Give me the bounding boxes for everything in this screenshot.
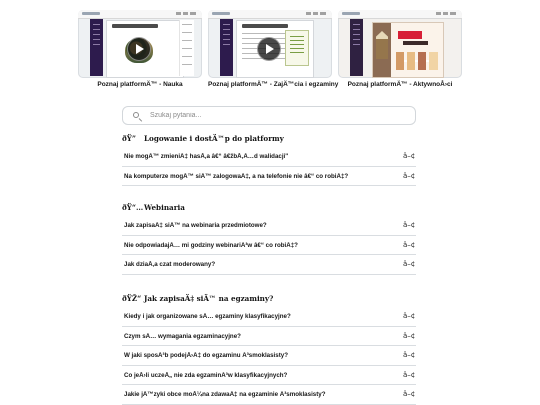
thumbnail-logo [342, 12, 360, 15]
faq-question-row[interactable] [122, 385, 416, 405]
video-card-learning[interactable] [78, 10, 202, 94]
faq-section-title: Logowanie i dostÄ™p do platformy [144, 133, 284, 143]
expand-question-icon[interactable]: â–¢ [403, 240, 416, 249]
thumbnail-poster-title-shape [398, 31, 432, 39]
expand-question-icon[interactable]: â–¢ [403, 171, 416, 180]
faq-question-text[interactable]: Co jeÅ›li uczeÅ„ nie zda egzaminÃ³w klasyfikacyjnych? [124, 371, 288, 379]
thumbnail-sidebar [220, 19, 233, 76]
expand-question-icon[interactable]: â–¢ [403, 152, 416, 160]
faq-section-webinars [122, 198, 416, 282]
faq-question-text[interactable]: Jak zapisaÄ‡ siÄ™ na webinaria przedmiotowe? [124, 222, 267, 229]
faq-question-row[interactable] [122, 327, 416, 347]
platform-video-cards [78, 10, 462, 94]
faq-section-heading [122, 198, 416, 216]
graduation-cap-icon: ðŸŽ“ [122, 293, 142, 303]
faq-question-text[interactable]: Jak dziaÅ‚a czat moderowany? [124, 261, 216, 268]
thumbnail-menu-tabs [436, 12, 456, 15]
faq-section-exams [122, 289, 416, 405]
thumbnail-logo [212, 12, 230, 15]
video-card-classes-exams[interactable] [208, 10, 339, 94]
expand-question-icon[interactable]: â–¢ [403, 221, 416, 229]
faq-question-row[interactable] [122, 216, 416, 236]
thumbnail-menu-tabs [176, 12, 196, 15]
thumbnail-image-grid [396, 52, 438, 70]
faq-question-row[interactable] [122, 255, 416, 275]
search-icon [133, 112, 139, 118]
faq-question-text[interactable]: W jaki sposÃ³b podejÅ›Ä‡ do egzaminu Ã³smoklasisty? [124, 352, 288, 359]
video-card-title[interactable]: Poznaj platformÄ™ - AktywnoÅ›ci [347, 81, 453, 88]
faq-section-title: Jak zapisaÄ‡ siÄ™ na egzaminy? [144, 293, 274, 303]
video-card-title[interactable]: Poznaj platformÄ™ - ZajÄ™cia i egzaminy [208, 81, 339, 88]
faq-question-text[interactable]: Jakie jÄ™zyki obce moÅ¼na zdawaÄ‡ na egzaminie Ã³smoklasisty? [124, 391, 326, 398]
video-card-title[interactable]: Poznaj platformÄ™ - Nauka [97, 81, 183, 88]
thumbnail-right-panel [179, 20, 194, 76]
video-thumbnail-classes-exams[interactable] [208, 10, 332, 78]
faq-question-row[interactable] [122, 346, 416, 366]
faq-section-heading [122, 129, 416, 147]
faq-question-row[interactable] [122, 236, 416, 256]
expand-question-icon[interactable]: â–¢ [403, 331, 416, 340]
calendar-icon: ðŸ“… [122, 202, 144, 212]
thumbnail-sidebar [90, 19, 103, 76]
faq-question-text[interactable]: Na komputerze mogÄ™ siÄ™ zalogowaÄ‡, a na telefonie nie â€“ co robiÄ‡? [124, 172, 349, 180]
faq-question-row[interactable] [122, 307, 416, 327]
faq-list [122, 129, 416, 405]
video-thumbnail-learning[interactable] [78, 10, 202, 78]
faq-search-box[interactable] [122, 106, 416, 125]
faq-question-text[interactable]: Czym sÄ… wymagania egzaminacyjne? [124, 332, 241, 340]
faq-section-login-access [122, 129, 416, 191]
thumbnail-page-title [112, 24, 158, 28]
faq-question-row[interactable] [122, 167, 416, 187]
video-thumbnail-activities[interactable] [338, 10, 462, 78]
expand-question-icon[interactable]: â–¢ [403, 370, 416, 379]
thumbnail-page-title [242, 24, 288, 28]
thumbnail-document-card [285, 30, 309, 66]
video-card-activities[interactable] [338, 10, 462, 94]
faq-question-text[interactable]: Nie mogÄ™ zmieniÄ‡ hasÅ‚a â€“ â€žbÅ‚Ä…d walidacji" [124, 153, 289, 160]
thumbnail-poster [372, 22, 444, 78]
thumbnail-browser-header [78, 10, 202, 19]
expand-question-icon[interactable]: â–¢ [403, 390, 416, 398]
thumbnail-browser-header [208, 10, 332, 19]
faq-section-heading [122, 289, 416, 307]
faq-section-title: Webinaria [144, 202, 185, 212]
thumbnail-logo [82, 12, 100, 15]
faq-question-row[interactable] [122, 366, 416, 386]
thumbnail-browser-header [338, 10, 462, 19]
faq-question-text[interactable]: Nie odpowiadajÄ… mi godziny webinariÃ³w â€“ co robiÄ‡? [124, 241, 298, 249]
expand-question-icon[interactable]: â–¢ [403, 312, 416, 320]
thumbnail-poster-subtitle-shape [403, 41, 428, 45]
faq-question-row[interactable] [122, 147, 416, 167]
expand-question-icon[interactable]: â–¢ [403, 351, 416, 359]
thumbnail-menu-tabs [306, 12, 326, 15]
faq-question-text[interactable]: Kiedy i jak organizowane sÄ… egzaminy klasyfikacyjne? [124, 313, 291, 320]
search-input[interactable] [150, 109, 400, 122]
play-icon[interactable] [257, 37, 281, 61]
play-icon[interactable] [127, 37, 151, 61]
lock-icon: ðŸ” [122, 133, 137, 143]
expand-question-icon[interactable]: â–¢ [403, 260, 416, 268]
thumbnail-sidebar [350, 19, 363, 76]
thumbnail-building-icon [376, 31, 388, 59]
